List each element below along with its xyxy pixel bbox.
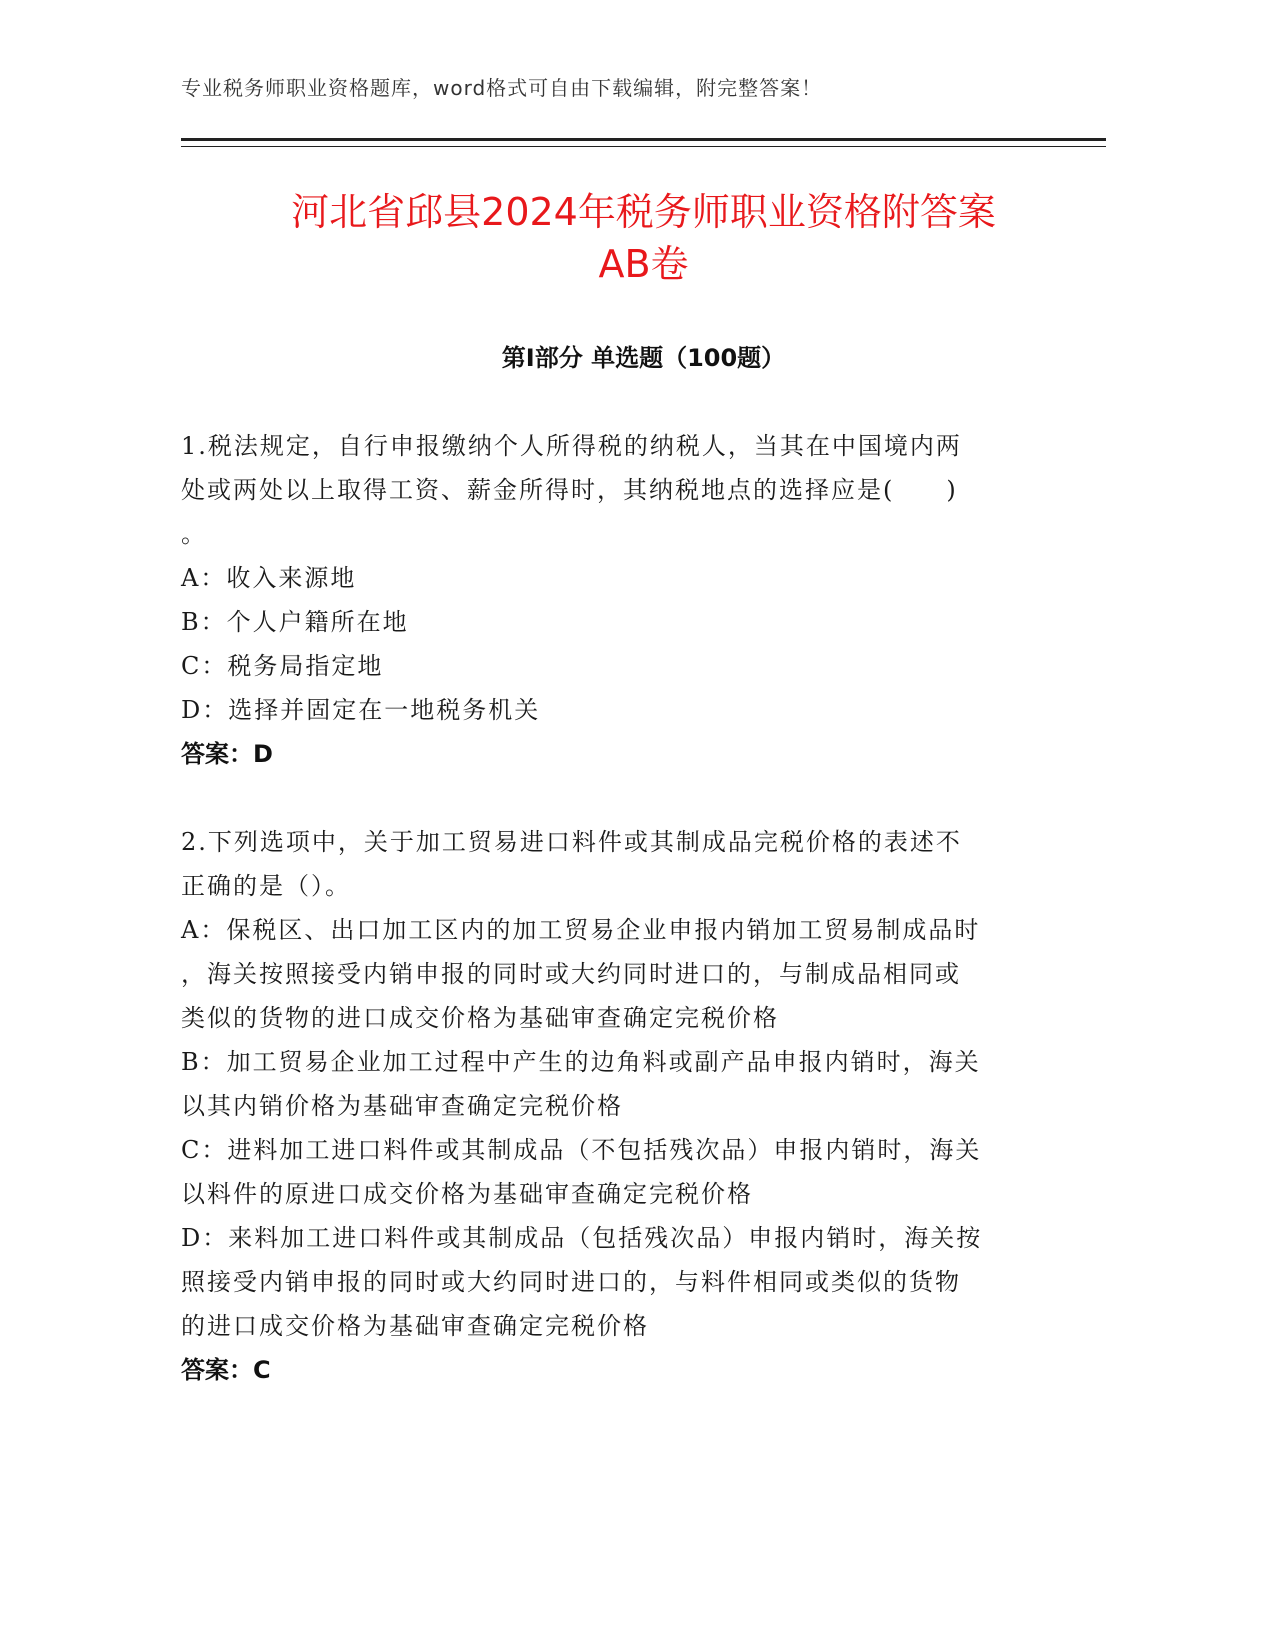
option-text-line: ，海关按照接受内销申报的同时或大约同时进口的，与制成品相同或 bbox=[181, 960, 961, 988]
title-line-1: 河北省邱县2024年税务师职业资格附答案 bbox=[291, 190, 996, 234]
option-a: A：收入来源地 bbox=[181, 564, 357, 592]
section-title: 第Ⅰ部分 单选题（100题） bbox=[501, 344, 786, 372]
option-text-line: D：来料加工进口料件或其制成品（包括残次品）申报内销时，海关按 bbox=[181, 1224, 983, 1252]
option-a bbox=[181, 908, 1031, 1040]
option-text-line: 的进口成交价格为基础审查确定完税价格 bbox=[181, 1312, 649, 1340]
question-2 bbox=[181, 820, 1031, 1392]
question-text-line: 2.下列选项中，关于加工贸易进口料件或其制成品完税价格的表述不 bbox=[181, 828, 962, 856]
answer: 答案：D bbox=[181, 740, 273, 768]
option-text-line: 照接受内销申报的同时或大约同时进口的，与料件相同或类似的货物 bbox=[181, 1268, 961, 1296]
question-1 bbox=[181, 424, 1031, 776]
header-rule-thin bbox=[181, 146, 1106, 147]
page-header: 专业税务师职业资格题库，word格式可自由下载编辑，附完整答案！ bbox=[181, 76, 823, 100]
question-text-line: 处或两处以上取得工资、薪金所得时，其纳税地点的选择应是( ) bbox=[181, 476, 958, 504]
option-d: D：选择并固定在一地税务机关 bbox=[181, 696, 541, 724]
option-b bbox=[181, 1040, 1031, 1128]
option-text-line: C：进料加工进口料件或其制成品（不包括残次品）申报内销时，海关 bbox=[181, 1136, 982, 1164]
option-c: C：税务局指定地 bbox=[181, 652, 384, 680]
option-text-line: 以料件的原进口成交价格为基础审查确定完税价格 bbox=[181, 1180, 753, 1208]
question-text-line: 1.税法规定，自行申报缴纳个人所得税的纳税人，当其在中国境内两 bbox=[181, 432, 962, 460]
question-text-line: 。 bbox=[181, 520, 207, 548]
option-text-line: 类似的货物的进口成交价格为基础审查确定完税价格 bbox=[181, 1004, 779, 1032]
option-c bbox=[181, 1128, 1031, 1216]
question-list bbox=[181, 424, 1031, 1436]
option-d bbox=[181, 1216, 1031, 1348]
question-text-line: 正确的是（）。 bbox=[181, 872, 351, 900]
title-line-2: AB卷 bbox=[598, 242, 689, 286]
option-text-line: 以其内销价格为基础审查确定完税价格 bbox=[181, 1092, 623, 1120]
header-rule-thick bbox=[181, 138, 1106, 141]
option-b: B：个人户籍所在地 bbox=[181, 608, 409, 636]
option-text-line: B：加工贸易企业加工过程中产生的边角料或副产品申报内销时，海关 bbox=[181, 1048, 981, 1076]
option-text-line: A：保税区、出口加工区内的加工贸易企业申报内销加工贸易制成品时 bbox=[181, 916, 981, 944]
document-title bbox=[181, 186, 1106, 290]
answer: 答案：C bbox=[181, 1356, 271, 1384]
